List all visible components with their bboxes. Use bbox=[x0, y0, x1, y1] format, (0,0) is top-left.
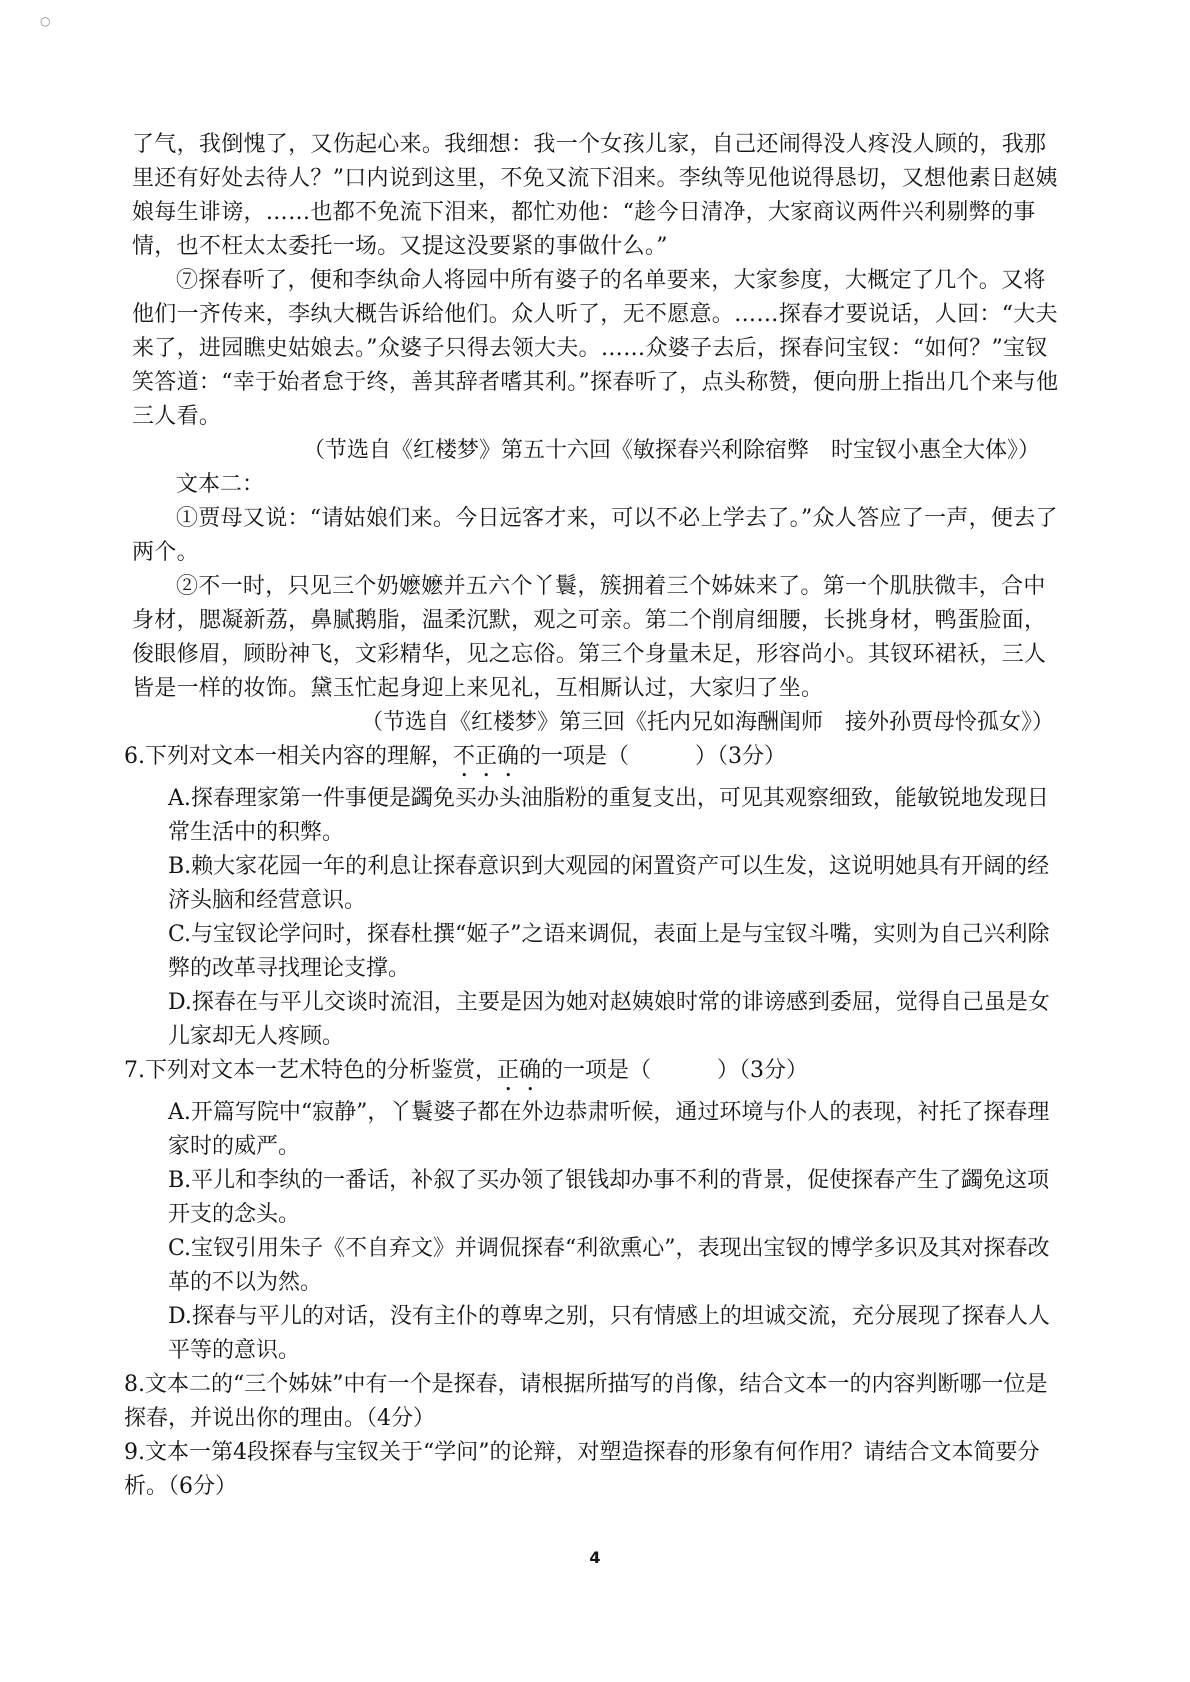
question-7-emphasis: 正确 bbox=[497, 1058, 542, 1083]
question-7-prefix: 7.下列对文本一艺术特色的分析鉴赏， bbox=[124, 1058, 497, 1083]
question-7-suffix: 的一项是（ ）（3分） bbox=[541, 1058, 809, 1083]
question-6-option-a: A.探春理家第一件事便是蠲免买办头油脂粉的重复支出，可见其观察细致，能敏锐地发现日常生活中的积弊。 bbox=[168, 786, 1049, 845]
question-9: 9.文本一第4段探春与宝钗关于“学问”的论辩，对塑造探春的形象有何作用？请结合文本简要分析。（6分） bbox=[124, 1440, 1040, 1499]
question-6-prefix: 6.下列对文本一相关内容的理解， bbox=[124, 744, 453, 769]
question-6-suffix: 的一项是（ ）（3分） bbox=[519, 744, 787, 769]
question-7-option-a: A.开篇写院中“寂静”，丫鬟婆子都在外边恭肃听候，通过环境与仆人的表现，衬托了探春理家时的威严。 bbox=[168, 1100, 1050, 1159]
text2-paragraph-1: ①贾母又说：“请姑娘们来。今日远客才来，可以不必上学去了。”众人答应了一声，便去了两个。 bbox=[132, 506, 1058, 565]
text1-source: （节选自《红楼梦》第五十六回《敏探春兴利除宿弊 时宝钗小惠全大体》） bbox=[302, 438, 1040, 463]
text2-paragraph-2: ②不一时，只见三个奶嬷嬷并五六个丫鬟，簇拥着三个姊妹来了。第一个肌肤微丰，合中身材，腮凝新荔，鼻腻鹅脂，温柔沉默，观之可亲。第二个削肩细腰，长挑身材，鸭蛋脸面，俊眼修眉，顾盼神飞，文彩精华，见之忘俗。第三个身量未足，形容尚小。其钗环裙袄，三人皆是一样的妆饰。黛玉忙起身迎上来见礼，互相厮认过，大家归了坐。 bbox=[132, 574, 1047, 701]
question-7-option-d: D.探春与平儿的对话，没有主仆的尊卑之别，只有情感上的坦诚交流，充分展现了探春人人平等的意识。 bbox=[168, 1304, 1050, 1363]
text2-heading: 文本二： bbox=[176, 472, 265, 497]
text1-paragraph-6-continued: 了气，我倒愧了，又伤起心来。我细想：我一个女孩儿家，自己还闹得没人疼没人顾的，我那里还有好处去待人？”口内说到这里，不免又流下泪来。李纨等见他说得恳切，又想他素日赵姨娘每生诽谤，……也都不免流下泪来，都忙劝他：“趁今日清净，大家商议两件兴利剔弊的事情，也不枉太太委托一场。又提这没要紧的事做什么。” bbox=[132, 132, 1058, 259]
text2-source: （节选自《红楼梦》第三回《托内兄如海酬闺师 接外孙贾母怜孤女》） bbox=[360, 710, 1054, 735]
question-7-option-b: B.平儿和李纨的一番话，补叙了买办领了银钱却办事不利的背景，促使探春产生了蠲免这项开支的念头。 bbox=[168, 1168, 1050, 1227]
text1-paragraph-7: ⑦探春听了，便和李纨命人将园中所有婆子的名单要来，大家参度，大概定了几个。又将他们一齐传来，李纨大概告诉给他们。众人听了，无不愿意。……探春才要说话，人回：“大夫来了，进园瞧史姑娘去。”众婆子只得去领大夫。……众婆子去后，探春问宝钗：“如何？”宝钗笑答道：“幸于始者怠于终，善其辞者嗜其利。”探春听了，点头称赞，便向册上指出几个来与他三人看。 bbox=[132, 268, 1059, 429]
question-6 bbox=[124, 740, 1060, 782]
question-7 bbox=[124, 1054, 1060, 1096]
question-6-option-c: C.与宝钗论学问时，探春杜撰“姬子”之语来调侃，表面上是与宝钗斗嘴，实则为自己兴利除弊的改革寻找理论支撑。 bbox=[168, 922, 1050, 981]
question-8: 8.文本二的“三个姊妹”中有一个是探春，请根据所描写的肖像，结合文本一的内容判断哪一位是探春，并说出你的理由。（4分） bbox=[124, 1372, 1048, 1431]
question-6-emphasis: 不正确 bbox=[453, 744, 520, 769]
page-number: 4 bbox=[589, 1548, 601, 1567]
question-6-option-d: D.探春在与平儿交谈时流泪，主要是因为她对赵姨娘时常的诽谤感到委屈，觉得自己虽是女儿家却无人疼顾。 bbox=[168, 990, 1050, 1049]
question-7-option-c: C.宝钗引用朱子《不自弃文》并调侃探春“利欲熏心”，表现出宝钗的博学多识及其对探春改革的不以为然。 bbox=[168, 1236, 1050, 1295]
page-content bbox=[124, 128, 1060, 1504]
question-6-option-b: B.赖大家花园一年的利息让探春意识到大观园的闲置资产可以生发，这说明她具有开阔的经济头脑和经营意识。 bbox=[168, 854, 1050, 913]
corner-mark: ○ bbox=[40, 14, 51, 28]
